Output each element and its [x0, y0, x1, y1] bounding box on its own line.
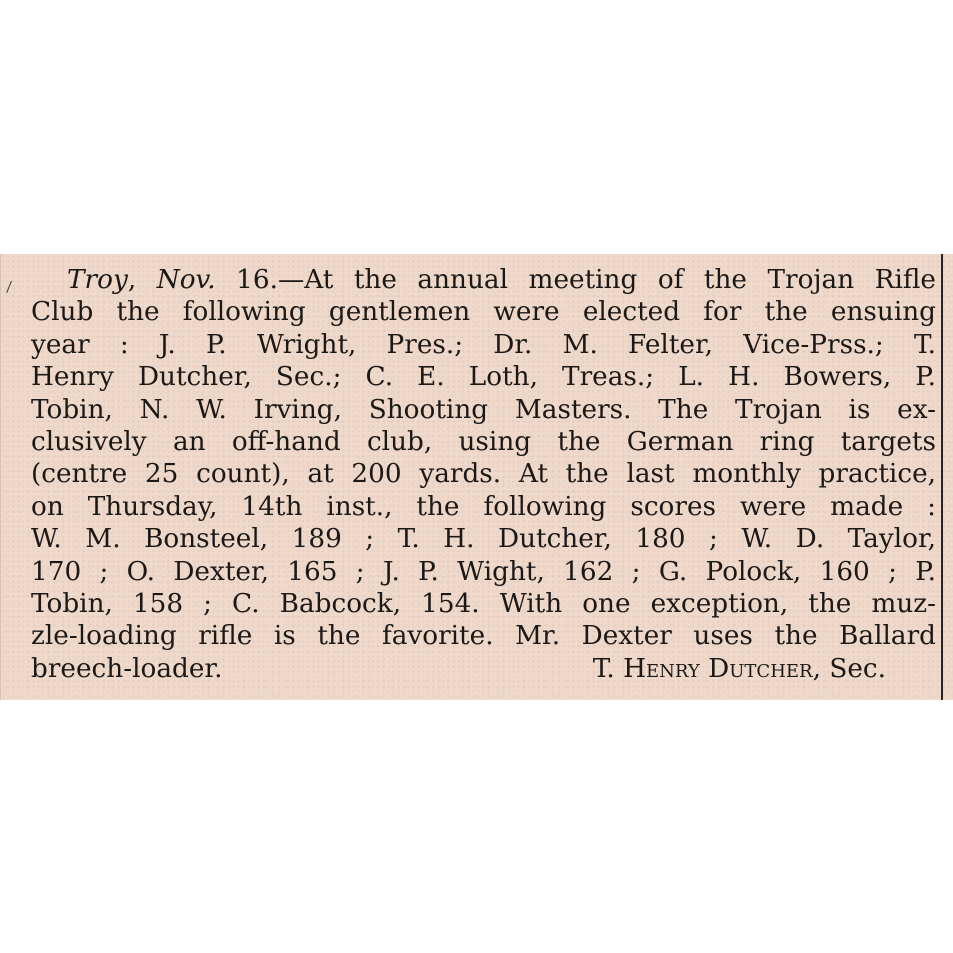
closing-text: breech-loader.: [31, 653, 223, 684]
signature: [593, 653, 886, 685]
signature-name: Henry Dutcher: [623, 653, 813, 684]
article-text: [31, 264, 936, 685]
article-line-1-rest: 16.—At the annual meeting of the Trojan Rifle: [215, 265, 936, 295]
article-line-2: Club the following gentlemen were elected for the ensuing: [31, 297, 936, 328]
signature-initial: T.: [592, 653, 624, 684]
article-line-11: Tobin, 158 ; C. Babcock, 154. With one exception, the muz-: [31, 588, 936, 619]
margin-mark: [6, 279, 23, 293]
article-line-12: zle-loading rifle is the favorite. Mr. Dexter uses the Ballard: [31, 621, 936, 652]
article-line-5: Tobin, N. W. Irving, Shooting Masters. The Trojan is ex-: [31, 394, 936, 425]
article-line-10: 170 ; O. Dexter, 165 ; J. P. Wight, 162 ; G. Polock, 160 ; P.: [31, 556, 936, 587]
article-line-13: [31, 653, 936, 685]
article-line-7: (centre 25 count), at 200 yards. At the last monthly practice,: [31, 459, 936, 490]
article-line-3: year : J. P. Wright, Pres.; Dr. M. Felter, Vice-Prss.; T.: [31, 329, 936, 360]
dateline-date: Nov.: [156, 265, 216, 295]
article-line-9: W. M. Bonsteel, 189 ; T. H. Dutcher, 180 ; W. D. Taylor,: [31, 524, 936, 555]
article-line-8: on Thursday, 14th inst., the following scores were made :: [31, 491, 936, 522]
signature-suffix: , Sec.: [812, 653, 886, 684]
dateline-place: Troy: [67, 265, 128, 295]
article-line-6: clusively an off-hand club, using the German ring targets: [31, 426, 936, 457]
newspaper-clipping: [0, 254, 953, 700]
article-line-1: Troy, Nov. 16.—At the annual meeting of the Trojan Rifle: [67, 265, 936, 295]
article-line-4: Henry Dutcher, Sec.; C. E. Loth, Treas.; L. H. Bowers, P.: [31, 362, 936, 393]
